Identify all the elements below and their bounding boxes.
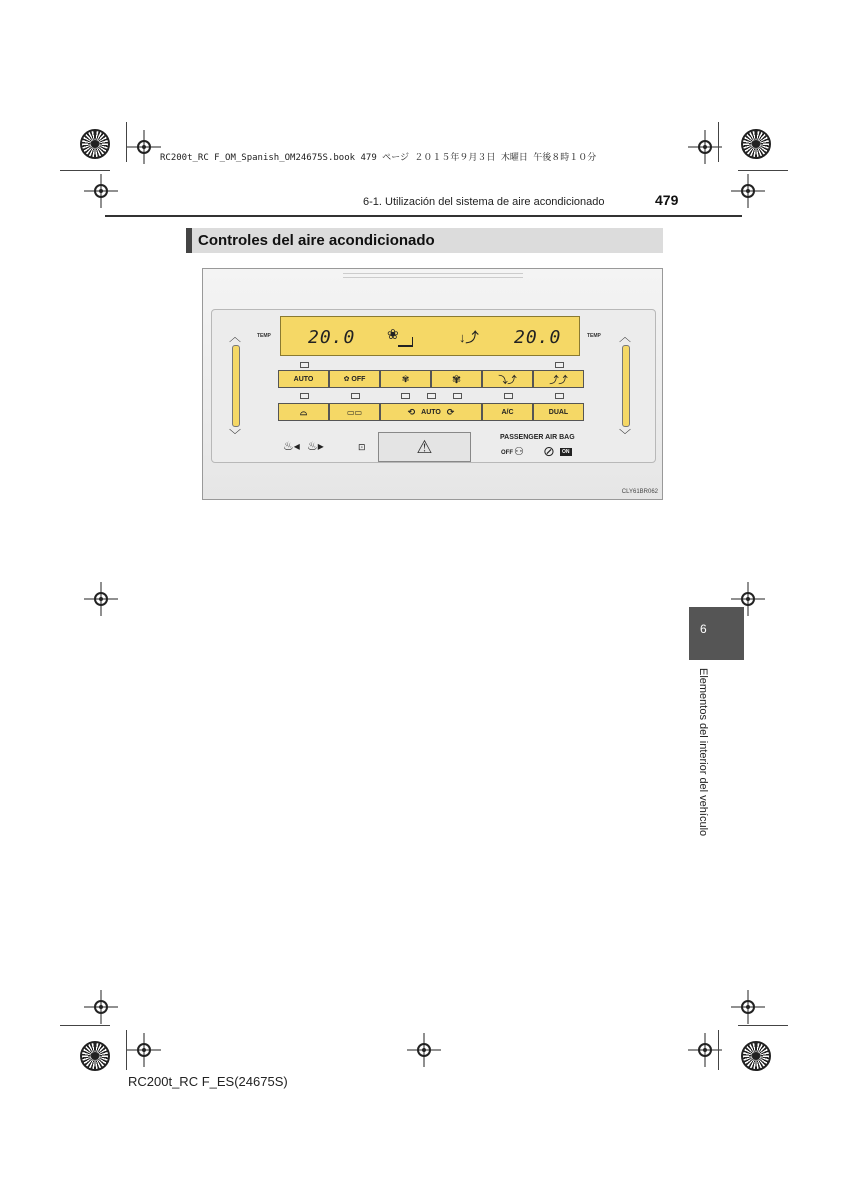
temp-label-right: TEMP — [587, 333, 601, 339]
registration-mark-icon — [698, 1043, 712, 1057]
indicator-led — [555, 362, 564, 368]
header-rule — [105, 215, 742, 217]
temp-label-left: TEMP — [257, 333, 271, 339]
registration-mark-icon — [741, 1000, 755, 1014]
rear-defrost-icon: ▭▭ — [346, 407, 363, 417]
indicator-led — [427, 393, 436, 399]
registration-mark-icon — [741, 184, 755, 198]
fan-icon: ✿ — [343, 376, 352, 383]
indicator-led — [300, 362, 309, 368]
figure-code: CLY61BR062 — [621, 489, 658, 495]
chapter-label: Elementos del interior del vehículo — [697, 668, 709, 837]
indicator-led — [555, 393, 564, 399]
temp-down-right-icon[interactable]: ﹀ — [619, 428, 632, 442]
crop-line — [738, 1025, 788, 1026]
crop-line — [126, 122, 127, 162]
airflow-button[interactable] — [482, 370, 533, 388]
temp-up-left-icon[interactable]: ︿ — [229, 330, 242, 344]
fan-off-button[interactable] — [329, 370, 380, 388]
temp-up-right-icon[interactable]: ︿ — [619, 330, 632, 344]
panel-vent-line — [343, 273, 523, 278]
crop-line — [126, 1030, 127, 1070]
registration-wheel-icon — [741, 1041, 771, 1071]
fan-bars-icon — [398, 337, 413, 347]
crop-line — [718, 122, 719, 162]
fan-down-button[interactable] — [380, 370, 431, 388]
lcd-display — [280, 316, 580, 356]
footer-code: RC200t_RC F_ES(24675S) — [128, 1074, 288, 1089]
fan-speed-icon: ❀ — [387, 326, 399, 342]
indicator-led — [401, 393, 410, 399]
airflow-mode-icon: ↓⤴ — [459, 330, 479, 345]
chapter-tab — [689, 607, 744, 660]
section-heading — [186, 228, 663, 253]
indicator-led — [504, 393, 513, 399]
fan-large-icon: ✾ — [451, 373, 462, 386]
recirculate-icon: ⟲ — [407, 406, 416, 417]
airbag-off-icon: ⚇ — [514, 446, 524, 458]
airbag-title: PASSENGER AIR BAG — [500, 434, 575, 441]
book-file-line: RC200t_RC F_OM_Spanish_OM24675S.book 479 ページ ２０１５年９月３日 木曜日 午後８時１０分 — [160, 153, 597, 163]
registration-mark-icon — [94, 1000, 108, 1014]
button-row-top — [278, 370, 584, 388]
registration-wheel-icon — [80, 1041, 110, 1071]
temp-slider-left[interactable] — [232, 345, 240, 427]
airbag-on-icon: ⊘ — [543, 443, 555, 459]
fan-small-icon: ✾ — [401, 373, 410, 384]
page-number: 479 — [655, 192, 679, 208]
hazard-button[interactable] — [378, 432, 471, 462]
airbag-on-label: ON — [562, 449, 570, 455]
fresh-air-icon: ⟳ — [446, 406, 455, 417]
registration-mark-icon — [94, 184, 108, 198]
registration-mark-icon — [698, 140, 712, 154]
registration-mark-icon — [137, 1043, 151, 1057]
fan-up-button[interactable] — [431, 370, 482, 388]
lcd-temp-right: 20.0 — [514, 327, 562, 348]
registration-mark-icon — [94, 592, 108, 606]
seat-heater-right-icon[interactable]: ♨▸ — [307, 439, 324, 453]
crop-line — [738, 170, 788, 171]
registration-wheel-icon — [741, 129, 771, 159]
lock-icon: ⊡ — [358, 442, 366, 452]
running-header: 6-1. Utilización del sistema de aire acondicionado — [363, 196, 605, 208]
button-row-bottom — [278, 403, 584, 421]
registration-wheel-icon — [80, 129, 110, 159]
temp-slider-right[interactable] — [622, 345, 630, 427]
indicator-led — [351, 393, 360, 399]
defrost-icon: ⌓ — [299, 406, 308, 417]
chapter-number: 6 — [700, 622, 707, 636]
air-intake-auto-label: AUTO — [421, 408, 441, 416]
registration-mark-icon — [137, 140, 151, 154]
temp-down-left-icon[interactable]: ﹀ — [229, 428, 242, 442]
ac-button[interactable]: A/C — [482, 403, 533, 421]
seat-air-button[interactable] — [533, 370, 584, 388]
lcd-temp-left: 20.0 — [308, 327, 356, 348]
front-defrost-button[interactable] — [278, 403, 329, 421]
registration-mark-icon — [417, 1043, 431, 1057]
indicator-led — [300, 393, 309, 399]
seat-heater-left-icon[interactable]: ♨◂ — [283, 439, 300, 453]
dual-button[interactable]: DUAL — [533, 403, 584, 421]
fan-off-label: OFF — [351, 375, 366, 383]
airflow-icon: ⤵⤴ — [498, 374, 517, 385]
crop-line — [60, 1025, 110, 1026]
indicator-led — [453, 393, 462, 399]
airbag-off-label: OFF — [501, 450, 513, 456]
rear-defrost-button[interactable] — [329, 403, 380, 421]
heading-accent — [186, 228, 192, 253]
crop-line — [60, 170, 110, 171]
crop-line — [718, 1030, 719, 1070]
auto-button[interactable]: AUTO — [278, 370, 329, 388]
registration-mark-icon — [741, 592, 755, 606]
air-intake-button[interactable] — [380, 403, 482, 421]
hazard-icon: ⚠ — [416, 436, 433, 457]
section-title: Controles del aire acondicionado — [198, 232, 435, 249]
climate-control-figure — [202, 268, 663, 500]
seat-air-icon: ⤴⤴ — [549, 374, 568, 385]
